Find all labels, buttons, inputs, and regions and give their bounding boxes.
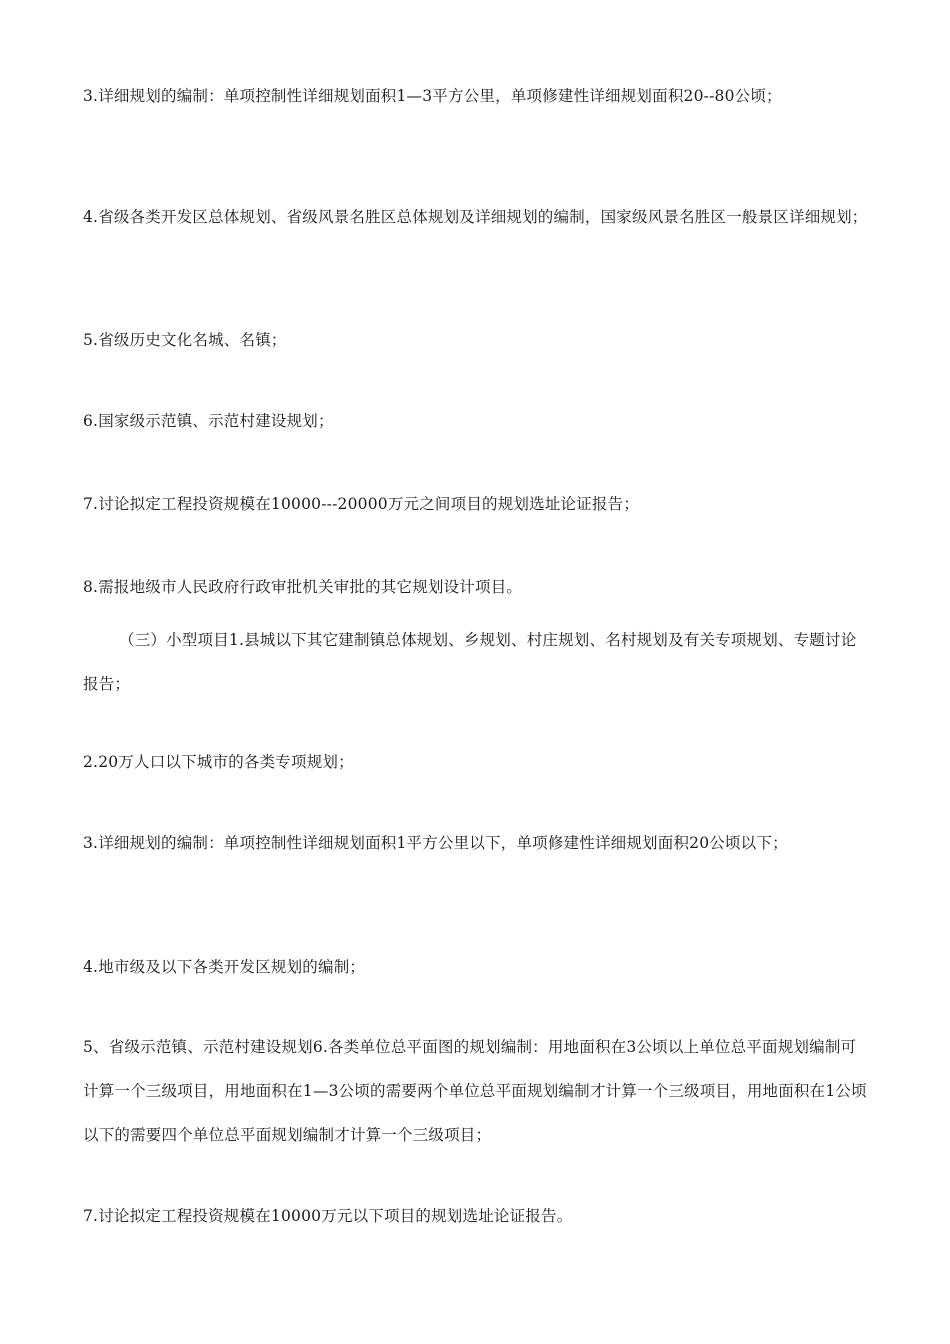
paragraph-3: 5.省级历史文化名城、名镇； xyxy=(83,331,287,349)
paragraph-11: 5、省级示范镇、示范村建设规划6.各类单位总平面图的规划编制：用地面积在3公顷以上单位总平面规划编制可计算一个三级项目，用地面积在1—3公顷的需要两个单位总平面规划编制才计算一个三级项目，用地面积在1公顷以下的需要四个单位总平面规划编制才计算一个三级项目； xyxy=(83,1038,867,1144)
paragraph-10: 4.地市级及以下各类开发区规划的编制； xyxy=(83,958,366,976)
paragraph-1: 3.详细规划的编制：单项控制性详细规划面积1—3平方公里，单项修建性详细规划面积20--80公顷； xyxy=(83,87,782,105)
paragraph-8: 2.20万人口以下城市的各类专项规划； xyxy=(83,753,354,771)
paragraph-2: 4.省级各类开发区总体规划、省级风景名胜区总体规划及详细规划的编制，国家级风景名胜区一般景区详细规划； xyxy=(83,208,868,226)
paragraph-5: 7.讨论拟定工程投资规模在10000---20000万元之间项目的规划选址论证报告； xyxy=(83,495,640,513)
paragraph-6: 8.需报地级市人民政府行政审批机关审批的其它规划设计项目。 xyxy=(83,578,523,596)
paragraph-9: 3.详细规划的编制：单项控制性详细规划面积1平方公里以下，单项修建性详细规划面积20公顷以下； xyxy=(83,834,788,852)
paragraph-4: 6.国家级示范镇、示范村建设规划； xyxy=(83,412,334,430)
paragraph-7: （三）小型项目1.县城以下其它建制镇总体规划、乡规划、村庄规划、名村规划及有关专项规划、专题讨论报告； xyxy=(83,631,857,693)
paragraph-12: 7.讨论拟定工程投资规模在10000万元以下项目的规划选址论证报告。 xyxy=(83,1207,573,1225)
